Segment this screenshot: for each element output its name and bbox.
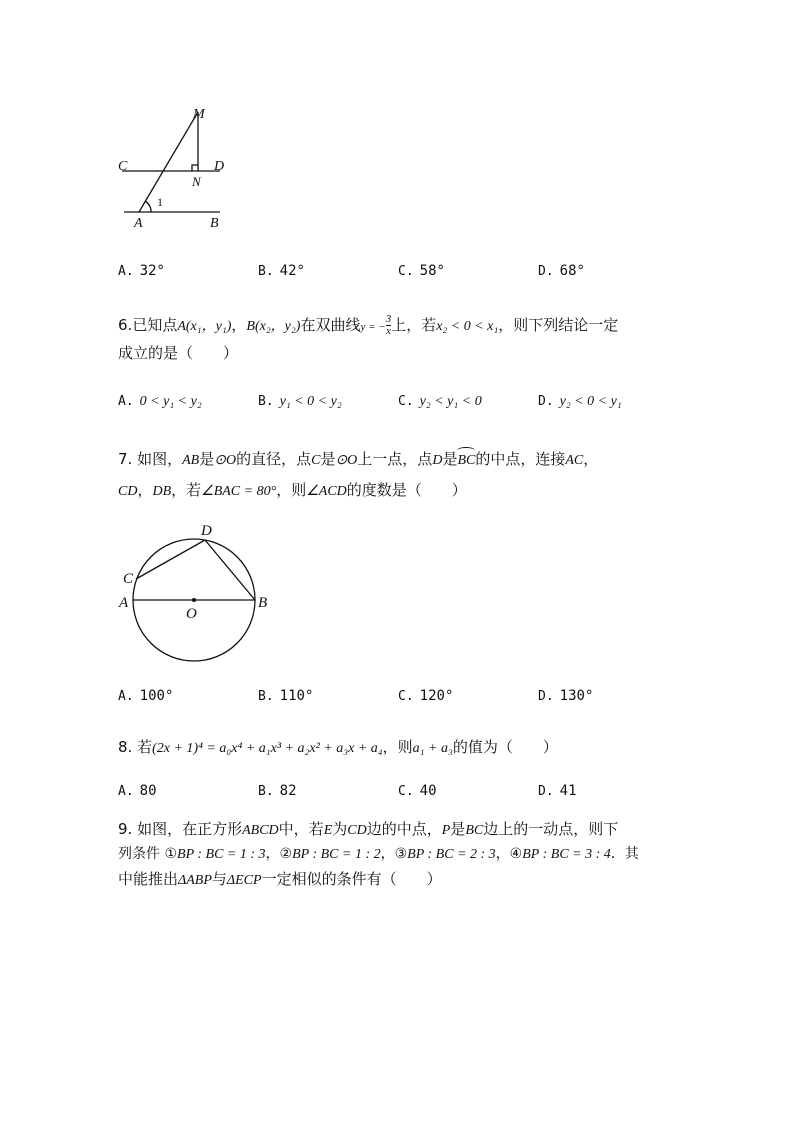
q8-expansion: (2x + 1)⁴ = a₀x⁴ + a₁x³ + a₂x² + a₃x + a₄ (152, 741, 383, 756)
center-point-o (192, 598, 196, 602)
transversal-am (139, 112, 198, 212)
q8-option-d[interactable]: D. 41 (538, 783, 577, 799)
q6-option-c[interactable]: C. y₂ < y₁ < 0 (398, 394, 482, 409)
q7-option-b[interactable]: B. 110° (258, 688, 314, 704)
q6-option-b[interactable]: B. y₁ < 0 < y₂ (258, 394, 342, 409)
label-c: C (123, 571, 134, 587)
q7-options (118, 688, 678, 710)
label-a: A (119, 595, 129, 611)
q8-option-b[interactable]: B. 82 (258, 783, 297, 799)
q7-stem-line1: 7. 如图，AB是⊙O的直径，点C是⊙O上一点，点D是BC的中点，连接AC， (118, 449, 598, 471)
q5-option-a[interactable]: A. 32° (118, 263, 165, 279)
angle-1-arc (145, 201, 151, 212)
q6-option-d[interactable]: D. y₂ < 0 < y₁ (538, 394, 622, 409)
q7-option-c[interactable]: C. 120° (398, 688, 454, 704)
label-n: N (192, 174, 201, 189)
arc-bc: BC (457, 451, 475, 471)
label-d: D (214, 159, 225, 174)
q6-options (118, 393, 678, 415)
q5-option-c[interactable]: C. 58° (398, 263, 445, 279)
label-b: B (258, 595, 268, 611)
q6-stem-line1: 6.已知点A(x₁，y₁)，B(x₂，y₂)在双曲线y = − $\frac{3}{x}$ 上，若x₂ < 0 < x₁，则下列结论一定 (118, 313, 619, 337)
q9-stem-line1: 9. 如图，在正方形ABCD中，若E为CD边的中点，P是BC边上的一动点，则下 (118, 820, 619, 838)
label-angle-1: 1 (157, 195, 163, 209)
q7-stem-line2: CD，DB，若∠BAC = 80°，则∠ACD的度数是（ ） (118, 481, 467, 499)
q8-option-a[interactable]: A. 80 (118, 783, 157, 799)
q8-option-c[interactable]: C. 40 (398, 783, 437, 799)
q5-option-d[interactable]: D. 68° (538, 263, 585, 279)
q7-option-d[interactable]: D. 130° (538, 688, 594, 704)
label-a: A (134, 216, 143, 231)
q9-stem-line2: 列条件 ①BP : BC = 1 : 3，②BP : BC = 1 : 2，③BP : BC = 2 : 3，④BP : BC = 3 : 4．其 (118, 846, 639, 862)
q8-stem: 8. 若(2x + 1)⁴ = a₀x⁴ + a₁x³ + a₂x² + a₃x + a₄，则a₁ + a₃的值为（ ） (118, 738, 558, 756)
q6-stem-line2: 成立的是（ ） (118, 344, 239, 362)
q6-option-a[interactable]: A. 0 < y₁ < y₂ (118, 394, 202, 409)
label-o: O (186, 606, 197, 622)
q5-option-b[interactable]: B. 42° (258, 263, 305, 279)
q7-option-a[interactable]: A. 100° (118, 688, 174, 704)
segment-cd (136, 540, 205, 579)
label-d: D (201, 523, 212, 539)
q5-options (118, 263, 678, 285)
q8-options (118, 783, 678, 805)
q9-stem-line3: 中能推出ΔABP与ΔECP一定相似的条件有（ ） (118, 870, 442, 888)
circle-figure (112, 518, 277, 668)
label-c: C (118, 159, 128, 174)
label-m: M (193, 107, 205, 122)
label-b: B (210, 216, 219, 231)
parallel-lines-figure (112, 100, 232, 235)
right-angle-mark (192, 165, 198, 171)
fraction-3-over-x: $\frac{3}{x}$ (385, 313, 392, 337)
